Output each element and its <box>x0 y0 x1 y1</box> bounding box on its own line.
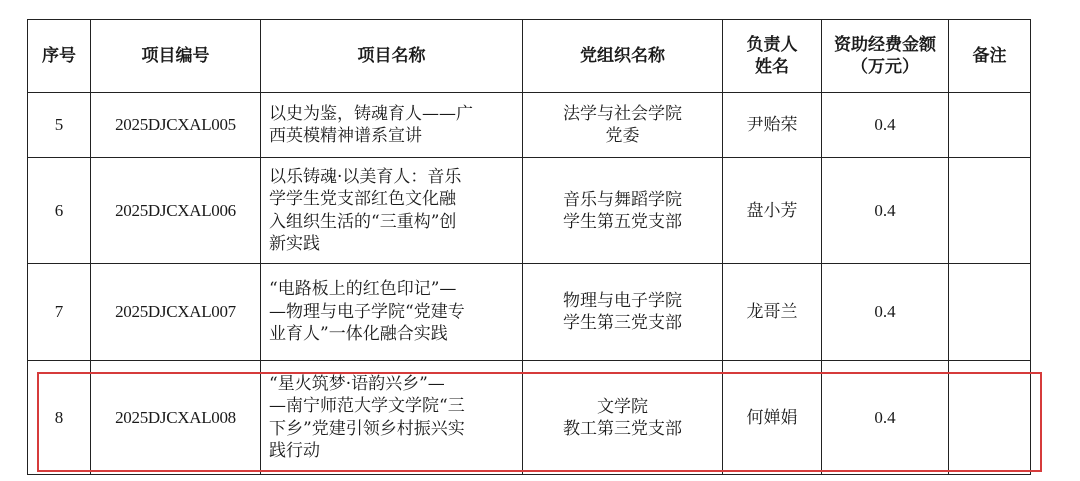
cell-index: 6 <box>28 158 91 264</box>
cell-project-name <box>261 93 523 158</box>
header-amount-line2: （万元） <box>851 57 919 77</box>
cell-amount: 0.4 <box>822 93 949 158</box>
cell-note <box>949 361 1031 475</box>
header-leader <box>723 20 822 93</box>
project-name-line: 西英模精神谱系宣讲 <box>269 126 422 146</box>
header-amount-line1: 资助经费金额 <box>834 35 936 55</box>
cell-org <box>523 93 723 158</box>
cell-note <box>949 93 1031 158</box>
project-name-line: —物理与电子学院“党建专 <box>269 301 465 322</box>
cell-note <box>949 158 1031 264</box>
table-row <box>28 264 1031 361</box>
cell-leader: 尹贻荣 <box>723 93 822 158</box>
header-code: 项目编号 <box>91 20 261 93</box>
cell-code: 2025DJCXAL007 <box>91 264 261 361</box>
project-name-line: 学学生党支部红色文化融 <box>269 189 456 209</box>
header-name: 项目名称 <box>261 20 523 93</box>
project-name-line: 践行动 <box>269 441 320 461</box>
cell-code: 2025DJCXAL008 <box>91 361 261 475</box>
cell-code: 2025DJCXAL006 <box>91 158 261 264</box>
table-row-highlighted <box>28 361 1031 475</box>
cell-note <box>949 264 1031 361</box>
header-org: 党组织名称 <box>523 20 723 93</box>
org-line: 法学与社会学院 <box>563 104 682 124</box>
cell-code: 2025DJCXAL005 <box>91 93 261 158</box>
header-note: 备注 <box>949 20 1031 93</box>
org-line: 物理与电子学院 <box>563 291 682 311</box>
project-name-line: 入组织生活的“三重构”创 <box>269 211 457 232</box>
cell-amount: 0.4 <box>822 264 949 361</box>
header-row <box>28 20 1031 93</box>
cell-index: 8 <box>28 361 91 475</box>
project-name-line: —南宁师范大学文学院“三 <box>269 396 465 416</box>
cell-leader: 盘小芳 <box>723 158 822 264</box>
org-line: 教工第三党支部 <box>563 418 682 439</box>
org-line: 学生第五党支部 <box>563 211 682 232</box>
org-line: 学生第三党支部 <box>563 313 682 333</box>
project-name-line: 以史为鉴，铸魂育人——广 <box>269 103 473 124</box>
table-row <box>28 158 1031 264</box>
header-leader-line2: 姓名 <box>755 57 789 77</box>
cell-org <box>523 361 723 475</box>
cell-project-name <box>261 158 523 264</box>
header-leader-line1: 负责人 <box>746 35 798 55</box>
cell-project-name <box>261 264 523 361</box>
org-line: 音乐与舞蹈学院 <box>563 189 682 210</box>
project-name-line: 业育人”一体化融合实践 <box>269 324 448 345</box>
project-name-line: 新实践 <box>269 234 320 254</box>
cell-leader: 何婵娟 <box>723 361 822 475</box>
org-line: 党委 <box>605 126 640 146</box>
project-name-line: 下乡”党建引领乡村振兴实 <box>269 418 465 439</box>
header-index: 序号 <box>28 20 91 93</box>
project-name-line: “电路板上的红色印记”— <box>269 279 457 300</box>
cell-org <box>523 264 723 361</box>
cell-amount: 0.4 <box>822 361 949 475</box>
cell-amount: 0.4 <box>822 158 949 264</box>
project-name-line: 以乐铸魂·以美育人：音乐 <box>269 166 462 187</box>
cell-project-name <box>261 361 523 475</box>
project-table <box>27 19 1031 475</box>
cell-index: 5 <box>28 93 91 158</box>
cell-org <box>523 158 723 264</box>
cell-index: 7 <box>28 264 91 361</box>
project-name-line: “星火筑梦·语韵兴乡”— <box>269 373 445 394</box>
cell-leader: 龙哥兰 <box>723 264 822 361</box>
org-line: 文学院 <box>597 396 648 417</box>
table-row <box>28 93 1031 158</box>
header-amount <box>822 20 949 93</box>
